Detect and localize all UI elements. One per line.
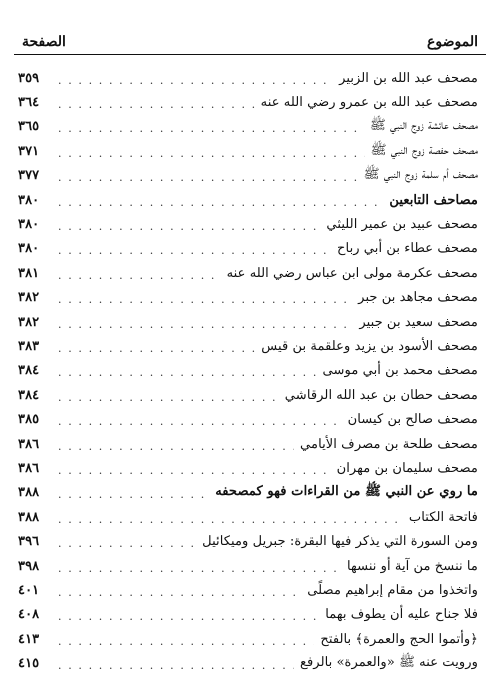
entry-page-number: ٣٦٥ xyxy=(18,119,40,135)
entry-page-number: ٣٨٢ xyxy=(18,314,40,330)
entry-page-number: ٤٠٨ xyxy=(18,607,40,623)
entry-page-number: ٣٨٣ xyxy=(18,338,40,354)
entry-page-number: ٣٨٥ xyxy=(18,412,40,428)
toc-entry xyxy=(18,359,478,383)
entry-page-number: ٤١٣ xyxy=(18,631,40,647)
entry-page-number: ٣٩٦ xyxy=(18,534,40,550)
toc-section-entry xyxy=(18,481,478,505)
dot-leader xyxy=(58,362,316,379)
entry-title: ورويت عنه ﷺ «والعمرة» بالرفع xyxy=(299,655,478,671)
entry-title: مصحف عبد الله بن عمرو رضي الله عنه xyxy=(260,95,478,111)
dot-leader xyxy=(58,289,352,306)
entry-page-number: ٤١٥ xyxy=(18,656,40,672)
toc-entry xyxy=(18,432,478,456)
entry-page-number: ٣٨٢ xyxy=(18,290,40,306)
dot-leader xyxy=(58,582,301,599)
dot-leader xyxy=(58,240,331,257)
entry-title: مصحف حفصة زوج النبي ﷺ xyxy=(370,142,478,158)
topic-column-label: الموضوع xyxy=(427,34,478,50)
entry-title: ما ننسخ من آية أو ننسها xyxy=(346,558,478,574)
entry-page-number: ٣٧١ xyxy=(18,143,40,159)
entry-page-number: ٣٨٨ xyxy=(18,509,40,525)
entry-page-number: ٣٨٦ xyxy=(18,460,40,476)
dot-leader xyxy=(58,192,383,209)
toc-entry xyxy=(18,456,478,480)
entry-title: مصحف مجاهد بن جبر xyxy=(358,290,478,306)
entry-title: ﴿وأتموا الحج والعمرة﴾ بالفتح xyxy=(320,631,478,647)
toc-entry xyxy=(18,164,478,188)
dot-leader xyxy=(58,655,294,672)
entry-title: واتخذوا من مقام إبراهيم مصلًى xyxy=(307,582,478,598)
entry-page-number: ٣٨١ xyxy=(18,265,40,281)
toc-entry xyxy=(18,286,478,310)
entry-page-number: ٣٨٠ xyxy=(18,217,40,233)
entry-title: مصحف حطان بن عبد الله الرقاشي xyxy=(284,387,478,403)
entry-title: مصحف عائشة زوج النبي ﷺ xyxy=(369,118,478,134)
dot-leader xyxy=(58,387,279,404)
section-title: مصاحف التابعين xyxy=(389,192,478,208)
dot-leader xyxy=(58,167,358,184)
toc-entry xyxy=(18,627,478,651)
toc-entry xyxy=(18,554,478,578)
dot-leader xyxy=(58,143,365,160)
entry-title: فلا جناح عليه أن يطوف بهما xyxy=(325,607,478,623)
entry-page-number: ٣٨٦ xyxy=(18,436,40,452)
entry-title: مصحف عطاء بن أبي رباح xyxy=(337,241,478,257)
dot-leader xyxy=(58,606,319,623)
entry-title: مصحف محمد بن أبي موسى xyxy=(322,363,478,379)
header-divider xyxy=(14,54,486,55)
dot-leader xyxy=(58,118,364,135)
entry-title: فاتحة الكتاب xyxy=(408,509,478,525)
dot-leader xyxy=(58,509,403,526)
entry-page-number: ٣٩٨ xyxy=(18,558,40,574)
entry-title: مصحف عبيد بن عمير الليثي xyxy=(326,217,478,233)
toc-entry xyxy=(18,139,478,163)
dot-leader xyxy=(58,265,221,282)
dot-leader xyxy=(58,338,255,355)
entry-page-number: ٣٧٧ xyxy=(18,168,40,184)
toc-entry xyxy=(18,261,478,285)
entry-title: ومن السورة التي يذكر فيها البقرة: جبريل وميكائيل xyxy=(202,534,478,550)
entry-page-number: ٣٨٠ xyxy=(18,192,40,208)
entry-page-number: ٣٥٩ xyxy=(18,70,40,86)
dot-leader xyxy=(58,460,331,477)
dot-leader xyxy=(58,631,314,648)
dot-leader xyxy=(58,94,255,111)
entry-title: مصحف أم سلمة زوج النبي ﷺ xyxy=(363,167,478,183)
toc-entry xyxy=(18,310,478,334)
entry-title: مصحف صالح بن كيسان xyxy=(347,412,478,428)
dot-leader xyxy=(58,216,320,233)
dot-leader xyxy=(58,533,196,550)
entry-title: مصحف سليمان بن مهران xyxy=(336,460,478,476)
entry-page-number: ٣٨٤ xyxy=(18,387,40,403)
toc-entry xyxy=(18,334,478,358)
entry-page-number: ٣٦٤ xyxy=(18,95,40,111)
dot-leader xyxy=(58,484,209,501)
toc-entry xyxy=(18,578,478,602)
toc-entry xyxy=(18,66,478,90)
toc-entry xyxy=(18,407,478,431)
dot-leader xyxy=(58,558,341,575)
toc-entry xyxy=(18,505,478,529)
toc-entry xyxy=(18,212,478,236)
toc-entry xyxy=(18,651,478,675)
toc-entry xyxy=(18,115,478,139)
toc-entry xyxy=(18,383,478,407)
toc-entry xyxy=(18,603,478,627)
entry-title: مصحف سعيد بن جبير xyxy=(359,314,478,330)
entry-title: مصحف عكرمة مولى ابن عباس رضي الله عنه xyxy=(226,265,478,281)
dot-leader xyxy=(58,436,294,453)
entry-title: مصحف الأسود بن يزيد وعلقمة بن قيس xyxy=(261,338,478,354)
entry-page-number: ٣٨٨ xyxy=(18,485,40,501)
entry-page-number: ٤٠١ xyxy=(18,582,40,598)
toc-header xyxy=(18,28,482,50)
entry-title: مصحف طلحة بن مصرف الأيامي xyxy=(300,436,478,452)
page-column-label: الصفحة xyxy=(22,34,66,50)
dot-leader xyxy=(58,70,333,87)
toc-entry xyxy=(18,237,478,261)
toc-entry xyxy=(18,529,478,553)
entry-page-number: ٣٨٠ xyxy=(18,241,40,257)
entry-title: مصحف عبد الله بن الزبير xyxy=(339,70,478,86)
toc-entry xyxy=(18,90,478,114)
dot-leader xyxy=(58,411,342,428)
dot-leader xyxy=(58,314,353,331)
toc-entries xyxy=(18,66,478,676)
toc-section-entry xyxy=(18,188,478,212)
entry-page-number: ٣٨٤ xyxy=(18,363,40,379)
section-title: ما روي عن النبي ﷺ من القراءات فهو كمصحفه xyxy=(215,484,478,500)
